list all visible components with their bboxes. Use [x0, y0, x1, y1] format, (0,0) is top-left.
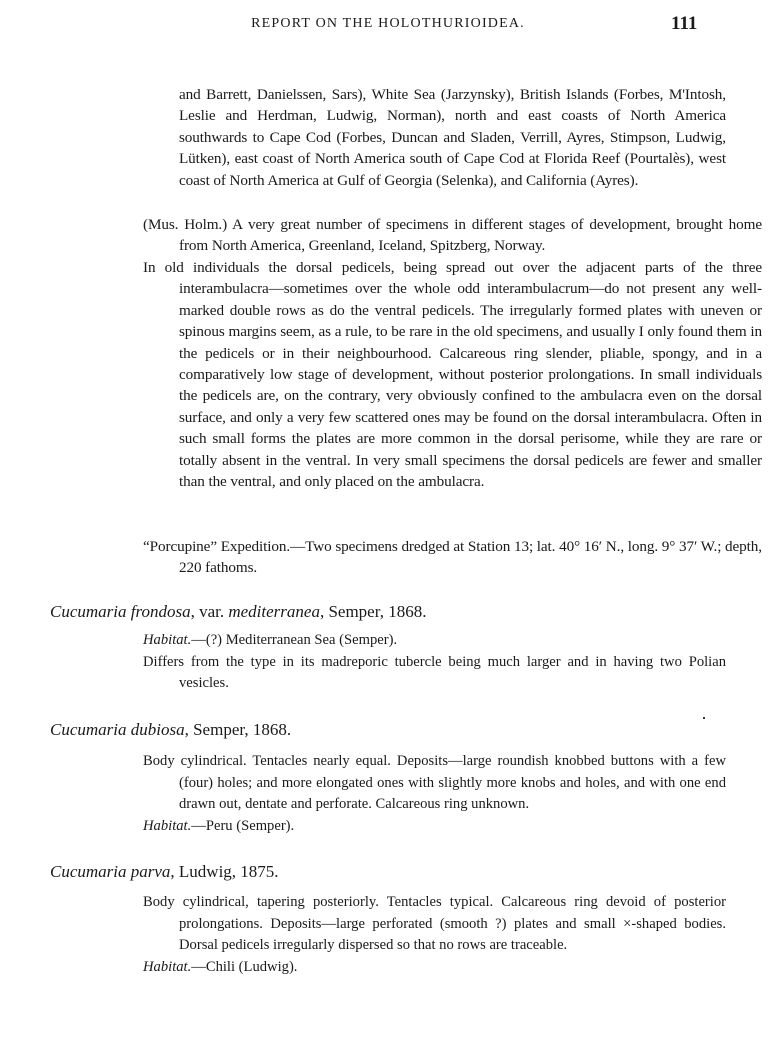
- old-individuals-paragraph: In old individuals the dorsal pedicels, being spread out over the adjacent parts of the three interambulacra—sometimes over the whole odd interambulacrum—do not present any well-marked double rows as do the ventral pedicels. The irregularly formed plates with uneven or spinous margins seem, as a rule, to be rare in the old specimens, and usually I only found them in the pedicels or in their neighbourhood. Calcareous ring slender, pliable, spongy, and in a comparatively low stage of development, without posterior prolongations. In small individuals the pedicels are, on the contrary, very obviously confined to the ambulacra even on the dorsal surface, and only a very few scattered ones may be found on the dorsal interambulacra. Often in such small forms the plates are more common in the dorsal perisome, while they are rare or totally absent in the ventral. In very small specimens the dorsal pedicels are fewer and smaller than the ventral, and only placed on the ambulacra.: [143, 259, 762, 491]
- species-heading-frondosa-mediterranea: [50, 602, 426, 622]
- species-var-label: , var.: [190, 602, 229, 621]
- porcupine-expedition-paragraph: “Porcupine” Expedition.—Two specimens dredged at Station 13; lat. 40° 16′ N., long. 9° 37′ W.; depth, 220 fathoms.: [143, 538, 762, 577]
- species-authority: , Ludwig, 1875.: [170, 862, 279, 881]
- species-name: Cucumaria dubiosa: [50, 720, 185, 739]
- species-heading-dubiosa: [50, 720, 291, 740]
- species-description: Body cylindrical, tapering posteriorly. Tentacles typical. Calcareous ring devoid of posterior prolongations. Deposits—large perforated (smooth ?) plates and small ×-shaped bodies. Dorsal pedicels irregularly dispersed so that no rows are traceable.: [143, 894, 726, 954]
- species-block-dubiosa: [143, 751, 726, 837]
- museum-holm-paragraph: (Mus. Holm.) A very great number of specimens in different stages of development, brought home from North America, Greenland, Iceland, Spitzberg, Norway.: [143, 216, 762, 255]
- habitat-label: Habitat.: [143, 632, 192, 648]
- variety-name: mediterranea: [228, 602, 320, 621]
- page-number: 111: [671, 13, 698, 34]
- distribution-paragraph: and Barrett, Danielssen, Sars), White Sea (Jarzynsky), British Islands (Forbes, M'Intosh, Leslie and Herdman, Ludwig, Norman), north and east coasts of North America southwards to Cape Cod (Forbes, Duncan and Sladen, Verrill, Ayres, Stimpson, Ludwig, Lütken), east coast of North America south of Cape Cod at Florida Reef (Pourtalès), west coast of North America at Gulf of Georgia (Selenka), and California (Ayres).: [179, 86, 726, 189]
- running-title: REPORT ON THE HOLOTHURIOIDEA.: [251, 16, 525, 31]
- species-authority: , Semper, 1868.: [319, 602, 427, 621]
- species-description: Differs from the type in its madreporic tubercle being much larger and in having two Polian vesicles.: [143, 653, 726, 692]
- species-block-frondosa-mediterranea: [143, 630, 726, 695]
- habitat-text: —(?) Mediterranean Sea (Semper).: [191, 632, 398, 648]
- habitat-text: —Chili (Ludwig).: [191, 958, 298, 975]
- scan-speck: [703, 717, 705, 719]
- species-heading-parva: [50, 862, 279, 882]
- species-name: Cucumaria parva: [50, 862, 171, 881]
- habitat-line: [143, 816, 726, 838]
- habitat-line: [143, 630, 726, 652]
- species-description: Body cylindrical. Tentacles nearly equal. Deposits—large roundish knobbed buttons with a few (four) holes; and more elongated ones with slightly more knobs and holes, and with one end drawn out, dentate and perforate. Calcareous ring unknown.: [143, 753, 726, 813]
- habitat-text: —Peru (Semper).: [191, 817, 295, 834]
- habitat-label: Habitat.: [143, 817, 192, 834]
- habitat-label: Habitat.: [143, 958, 192, 975]
- species-block-parva: [143, 892, 726, 978]
- species-name: Cucumaria frondosa: [50, 602, 191, 621]
- habitat-line: [143, 957, 726, 979]
- species-authority: , Semper, 1868.: [184, 720, 292, 739]
